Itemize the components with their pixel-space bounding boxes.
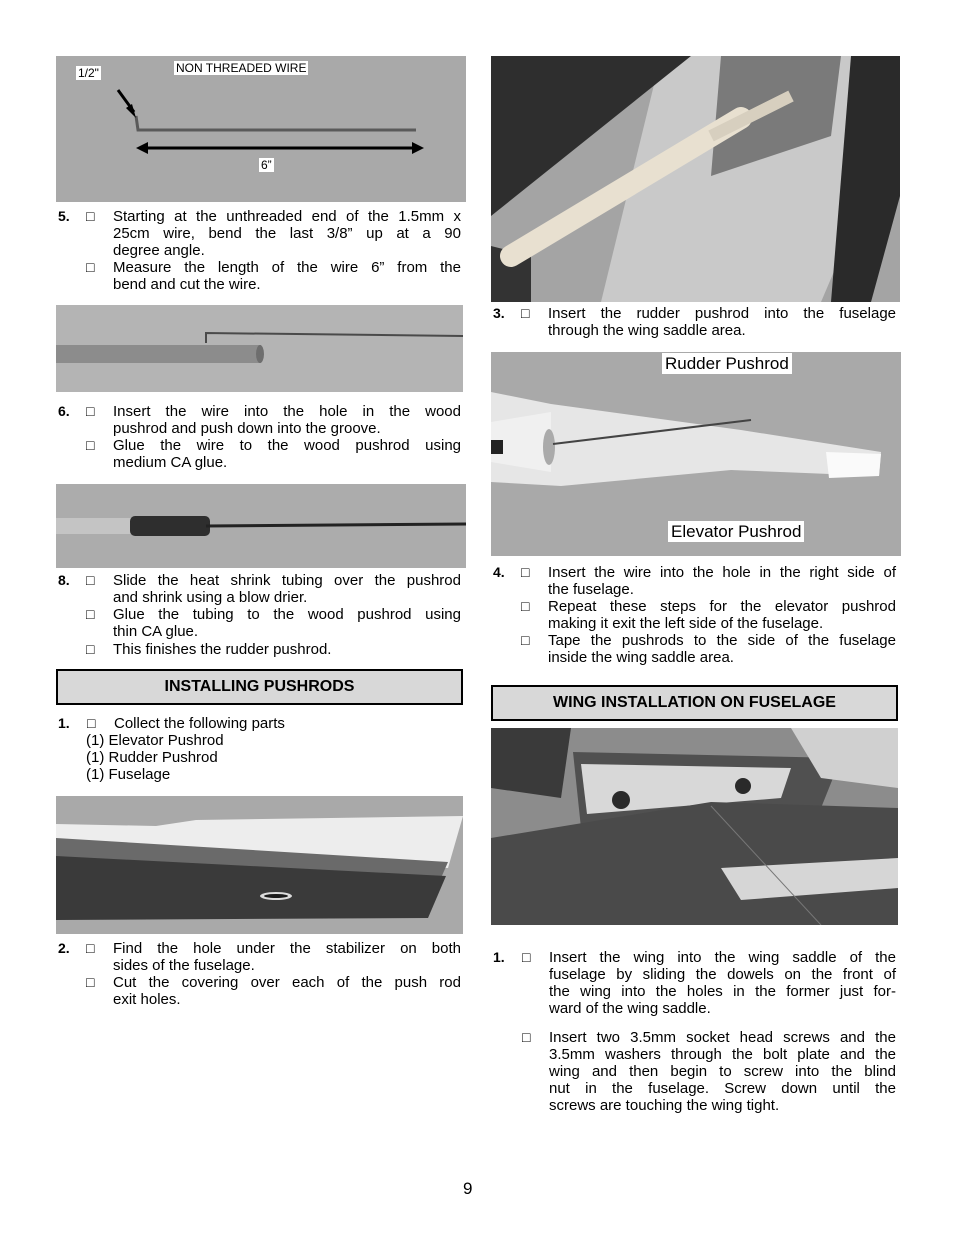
section-title: WING INSTALLATION ON FUSELAGE	[553, 694, 836, 711]
photo-wire-bend	[56, 56, 466, 202]
step-1-text: Collect the following parts	[114, 715, 285, 732]
step-2b-text: Cut the covering over each of the push rod exit holes.	[113, 974, 461, 1008]
label-rudder-pushrod: Rudder Pushrod	[662, 353, 792, 374]
checkbox-icon[interactable]: □	[87, 715, 96, 731]
photo-heat-shrink	[56, 484, 466, 568]
section-header-installing-pushrods	[56, 669, 463, 705]
parts-list-item: (1) Elevator Pushrod	[86, 732, 224, 749]
photo-wire-in-pushrod	[56, 305, 463, 392]
label-non-threaded-wire: NON THREADED WIRE	[176, 61, 307, 75]
step-number: 1.	[58, 715, 70, 731]
step-8a-text: Slide the heat shrink tubing over the pushrod and shrink using a blow drier.	[113, 572, 461, 606]
page-number: 9	[463, 1179, 473, 1198]
step-number: 4.	[493, 564, 505, 580]
checkbox-icon[interactable]: □	[86, 940, 95, 956]
checkbox-icon[interactable]: □	[86, 208, 95, 224]
step-4b-text: Repeat these steps for the elevator pushrod making it exit the left side of the fuselage.	[548, 598, 896, 632]
parts-list-item: (1) Fuselage	[86, 766, 171, 783]
label-six-inch: 6”	[261, 158, 272, 172]
checkbox-icon[interactable]: □	[521, 305, 530, 321]
step-number: 2.	[58, 940, 70, 956]
step-8c-text: This finishes the rudder pushrod.	[113, 641, 332, 658]
step-number: 6.	[58, 403, 70, 419]
checkbox-icon[interactable]: □	[86, 403, 95, 419]
step-number: 1.	[493, 949, 505, 965]
checkbox-icon[interactable]: □	[86, 606, 95, 622]
checkbox-icon[interactable]: □	[521, 564, 530, 580]
checkbox-icon[interactable]: □	[86, 641, 95, 657]
checkbox-icon[interactable]: □	[86, 974, 95, 990]
checkbox-icon[interactable]: □	[86, 259, 95, 275]
photo-rudder-pushrod-saddle	[491, 56, 900, 302]
photo-fuselage-hole	[56, 796, 463, 934]
step-number: 8.	[58, 572, 70, 588]
step-6a-text: Insert the wire into the hole in the wood pushrod and push down into the groove.	[113, 403, 461, 437]
label-half-inch: 1/2"	[78, 66, 99, 80]
photo-pushrods-exit	[491, 352, 901, 556]
step-6b-text: Glue the wire to the wood pushrod using medium CA glue.	[113, 437, 461, 471]
step-2a-text: Find the hole under the stabilizer on both sides of the fuselage.	[113, 940, 461, 974]
step-8b-text: Glue the tubing to the wood pushrod using thin CA glue.	[113, 606, 461, 640]
step-3-text: Insert the rudder pushrod into the fuselage through the wing saddle area.	[548, 305, 896, 339]
checkbox-icon[interactable]: □	[521, 632, 530, 648]
checkbox-icon[interactable]: □	[522, 949, 531, 965]
step-5a-text: Starting at the unthreaded end of the 1.5mm x 25cm wire, bend the last 3/8” up at a 90 degree angle.	[113, 208, 461, 259]
step-4c-text: Tape the pushrods to the side of the fuselage inside the wing saddle area.	[548, 632, 896, 666]
wing-step-1b-text: Insert two 3.5mm socket head screws and the 3.5mm washers through the bolt plate and the wing and then begin to screw into the blind nut in the fuselage. Screw down until the screws are touching the wing tight.	[549, 1029, 896, 1114]
section-title: INSTALLING PUSHRODS	[164, 678, 355, 695]
step-number: 5.	[58, 208, 70, 224]
wing-step-1a-text: Insert the wing into the wing saddle of the fuselage by sliding the dowels on the front of the wing into the holes in the former just for- ward of the wing saddle.	[549, 949, 896, 1017]
step-4a-text: Insert the wire into the hole in the right side of the fuselage.	[548, 564, 896, 598]
step-number: 3.	[493, 305, 505, 321]
checkbox-icon[interactable]: □	[522, 1029, 531, 1045]
checkbox-icon[interactable]: □	[86, 437, 95, 453]
checkbox-icon[interactable]: □	[86, 572, 95, 588]
section-header-wing-installation	[491, 685, 898, 721]
step-5b-text: Measure the length of the wire 6” from the bend and cut the wire.	[113, 259, 461, 293]
label-elevator-pushrod: Elevator Pushrod	[668, 521, 804, 542]
photo-wing-saddle	[491, 728, 898, 925]
parts-list-item: (1) Rudder Pushrod	[86, 749, 218, 766]
checkbox-icon[interactable]: □	[521, 598, 530, 614]
